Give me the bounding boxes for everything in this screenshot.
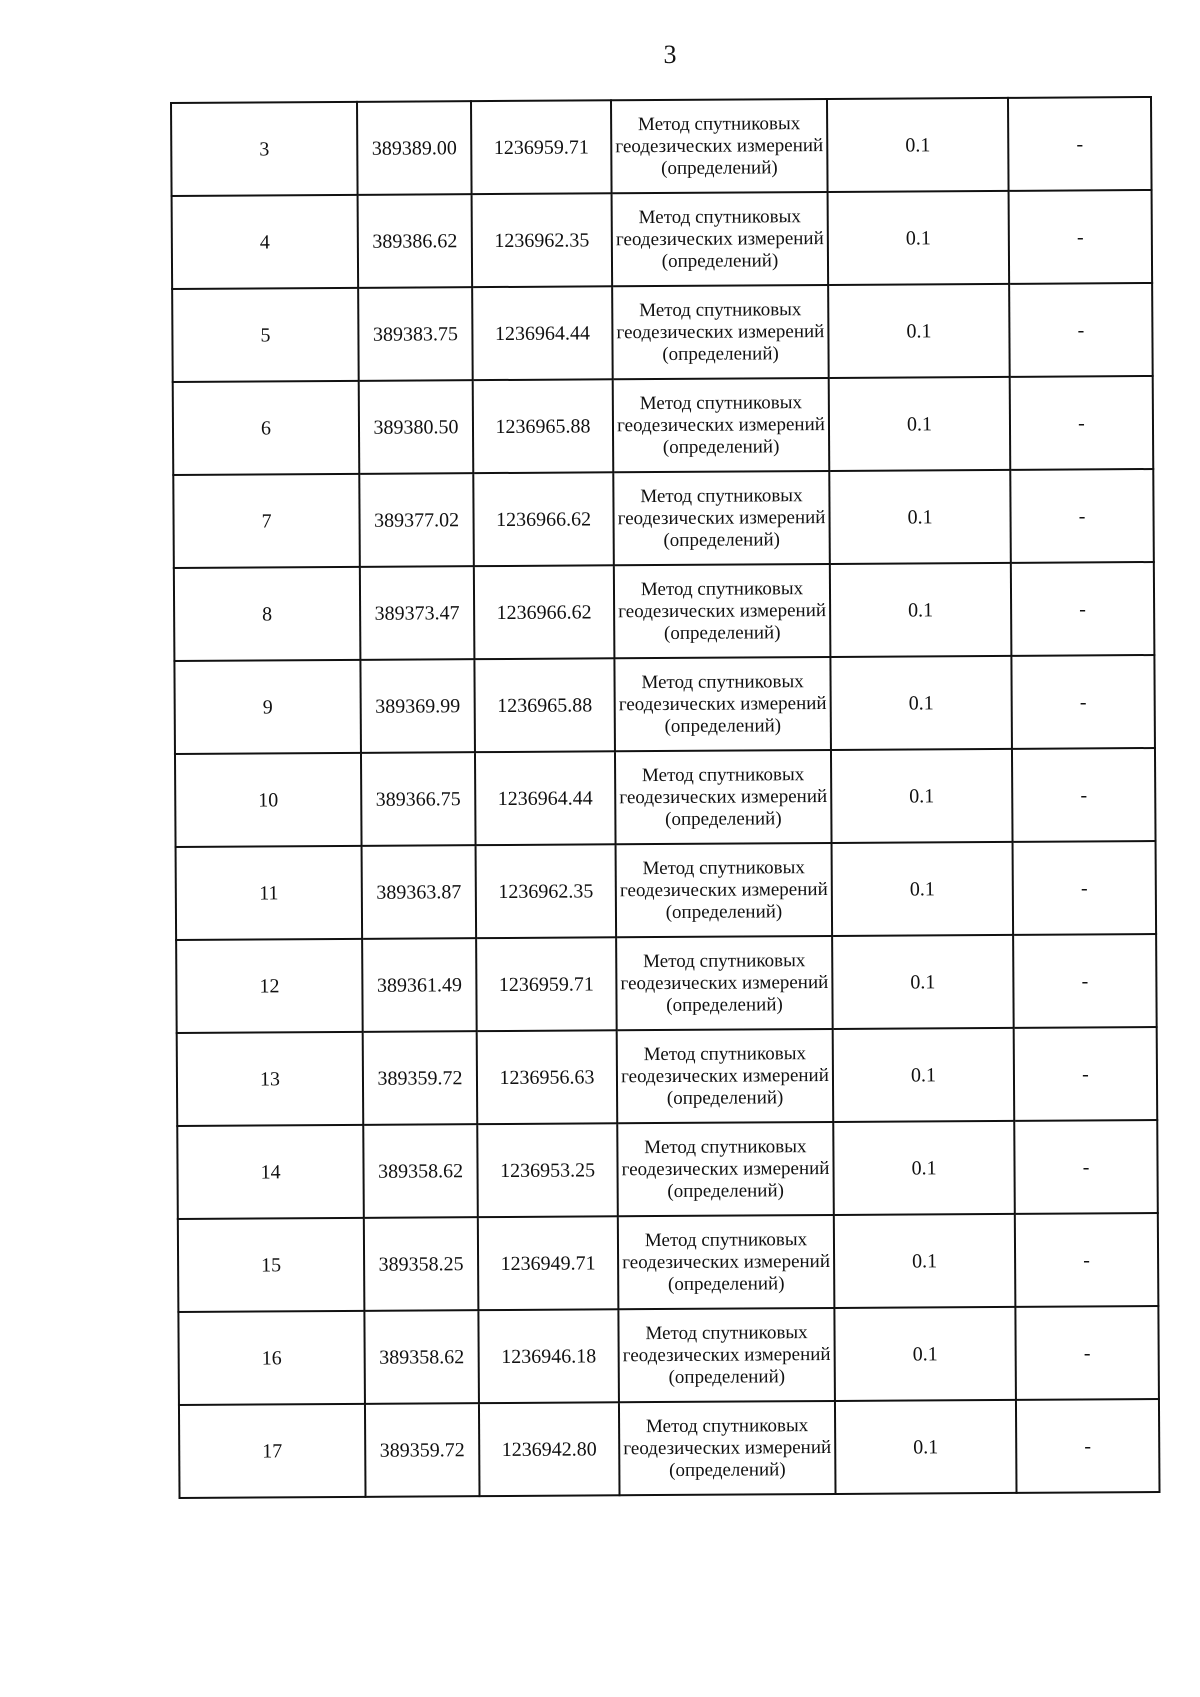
precision-cell: 0.1 <box>829 377 1011 471</box>
precision-cell: 0.1 <box>828 191 1010 285</box>
point-number-cell: 13 <box>177 1032 364 1126</box>
precision-cell: 0.1 <box>831 749 1013 843</box>
y-coordinate-cell: 1236953.25 <box>477 1123 618 1217</box>
precision-cell: 0.1 <box>830 563 1012 657</box>
method-cell: Метод спутниковых геодезических измерений (определений) <box>617 1029 834 1123</box>
note-cell: - <box>1014 1027 1158 1121</box>
point-number-cell: 15 <box>178 1218 365 1312</box>
table-row <box>171 97 1152 196</box>
point-number-cell: 16 <box>178 1311 365 1405</box>
x-coordinate-cell: 389366.75 <box>361 752 476 846</box>
precision-cell: 0.1 <box>834 1214 1016 1308</box>
note-cell: - <box>1015 1306 1159 1400</box>
note-cell: - <box>1016 1399 1160 1493</box>
note-cell: - <box>1008 97 1152 191</box>
method-cell: Метод спутниковых геодезических измерений (определений) <box>618 1308 835 1402</box>
precision-cell: 0.1 <box>827 98 1009 192</box>
y-coordinate-cell: 1236949.71 <box>478 1216 619 1310</box>
point-number-cell: 5 <box>172 288 359 382</box>
point-number-cell: 17 <box>179 1404 366 1498</box>
note-cell: - <box>1013 934 1157 1028</box>
x-coordinate-cell: 389358.25 <box>364 1217 479 1311</box>
table-row <box>178 1213 1159 1312</box>
table-row <box>178 1306 1159 1405</box>
x-coordinate-cell: 389358.62 <box>363 1124 478 1218</box>
point-number-cell: 7 <box>173 474 360 568</box>
note-cell: - <box>1013 841 1157 935</box>
table-row <box>176 934 1157 1033</box>
point-number-cell: 14 <box>177 1125 364 1219</box>
y-coordinate-cell: 1236942.80 <box>479 1402 620 1496</box>
note-cell: - <box>1010 469 1154 563</box>
x-coordinate-cell: 389358.62 <box>364 1310 479 1404</box>
table-row <box>173 376 1154 475</box>
point-number-cell: 4 <box>172 195 359 289</box>
page-number: 3 <box>663 40 677 69</box>
method-cell: Метод спутниковых геодезических измерений (определений) <box>614 657 831 751</box>
x-coordinate-cell: 389359.72 <box>363 1031 478 1125</box>
note-cell: - <box>1009 283 1153 377</box>
precision-cell: 0.1 <box>829 470 1011 564</box>
table-row <box>172 190 1153 289</box>
y-coordinate-cell: 1236946.18 <box>478 1309 619 1403</box>
x-coordinate-cell: 389373.47 <box>360 566 475 660</box>
y-coordinate-cell: 1236966.62 <box>474 565 615 659</box>
precision-cell: 0.1 <box>834 1307 1016 1401</box>
method-cell: Метод спутниковых геодезических измерений (определений) <box>616 936 833 1030</box>
y-coordinate-cell: 1236965.88 <box>473 379 614 473</box>
note-cell: - <box>1012 748 1156 842</box>
point-number-cell: 11 <box>176 846 363 940</box>
method-cell: Метод спутниковых геодезических измерений (определений) <box>612 285 829 379</box>
x-coordinate-cell: 389383.75 <box>358 287 473 381</box>
note-cell: - <box>1009 190 1153 284</box>
method-cell: Метод спутниковых геодезических измерений (определений) <box>615 750 832 844</box>
x-coordinate-cell: 389359.72 <box>365 1403 480 1497</box>
note-cell: - <box>1015 1213 1159 1307</box>
method-cell: Метод спутниковых геодезических измерений (определений) <box>613 378 830 472</box>
y-coordinate-cell: 1236965.88 <box>474 658 615 752</box>
point-number-cell: 6 <box>173 381 360 475</box>
point-number-cell: 8 <box>174 567 361 661</box>
y-coordinate-cell: 1236959.71 <box>476 937 617 1031</box>
method-cell: Метод спутниковых геодезических измерений (определений) <box>616 843 833 937</box>
y-coordinate-cell: 1236966.62 <box>473 472 614 566</box>
table-row <box>179 1399 1160 1498</box>
point-number-cell: 3 <box>171 102 358 196</box>
table-row <box>176 841 1157 940</box>
precision-cell: 0.1 <box>832 842 1014 936</box>
x-coordinate-cell: 389377.02 <box>359 473 474 567</box>
y-coordinate-cell: 1236964.44 <box>472 286 613 380</box>
method-cell: Метод спутниковых геодезических измерений (определений) <box>611 99 828 193</box>
note-cell: - <box>1011 655 1155 749</box>
method-cell: Метод спутниковых геодезических измерений (определений) <box>619 1401 836 1495</box>
point-number-cell: 10 <box>175 753 362 847</box>
note-cell: - <box>1011 562 1155 656</box>
table-row <box>172 283 1153 382</box>
y-coordinate-cell: 1236964.44 <box>475 751 616 845</box>
note-cell: - <box>1010 376 1154 470</box>
method-cell: Метод спутниковых геодезических измерений (определений) <box>614 564 831 658</box>
y-coordinate-cell: 1236962.35 <box>472 193 613 287</box>
method-cell: Метод спутниковых геодезических измерений (определений) <box>618 1215 835 1309</box>
precision-cell: 0.1 <box>835 1400 1017 1494</box>
coordinates-table-body <box>171 97 1160 1498</box>
y-coordinate-cell: 1236962.35 <box>476 844 617 938</box>
table-row <box>174 655 1155 754</box>
method-cell: Метод спутниковых геодезических измерений (определений) <box>612 192 829 286</box>
x-coordinate-cell: 389389.00 <box>357 101 472 195</box>
x-coordinate-cell: 389386.62 <box>358 194 473 288</box>
table-row <box>173 469 1154 568</box>
table-row <box>177 1027 1158 1126</box>
x-coordinate-cell: 389380.50 <box>359 380 474 474</box>
precision-cell: 0.1 <box>832 935 1014 1029</box>
x-coordinate-cell: 389363.87 <box>362 845 477 939</box>
precision-cell: 0.1 <box>833 1121 1015 1215</box>
coordinates-table <box>170 96 1161 1499</box>
method-cell: Метод спутниковых геодезических измерений (определений) <box>617 1122 834 1216</box>
point-number-cell: 9 <box>174 660 361 754</box>
table-row <box>174 562 1155 661</box>
precision-cell: 0.1 <box>833 1028 1015 1122</box>
coordinates-table-container <box>170 96 1159 1499</box>
y-coordinate-cell: 1236956.63 <box>477 1030 618 1124</box>
precision-cell: 0.1 <box>830 656 1012 750</box>
y-coordinate-cell: 1236959.71 <box>471 100 612 194</box>
table-row <box>177 1120 1158 1219</box>
method-cell: Метод спутниковых геодезических измерений (определений) <box>613 471 830 565</box>
precision-cell: 0.1 <box>828 284 1010 378</box>
x-coordinate-cell: 389361.49 <box>362 938 477 1032</box>
point-number-cell: 12 <box>176 939 363 1033</box>
x-coordinate-cell: 389369.99 <box>360 659 475 753</box>
table-row <box>175 748 1156 847</box>
note-cell: - <box>1014 1120 1158 1214</box>
